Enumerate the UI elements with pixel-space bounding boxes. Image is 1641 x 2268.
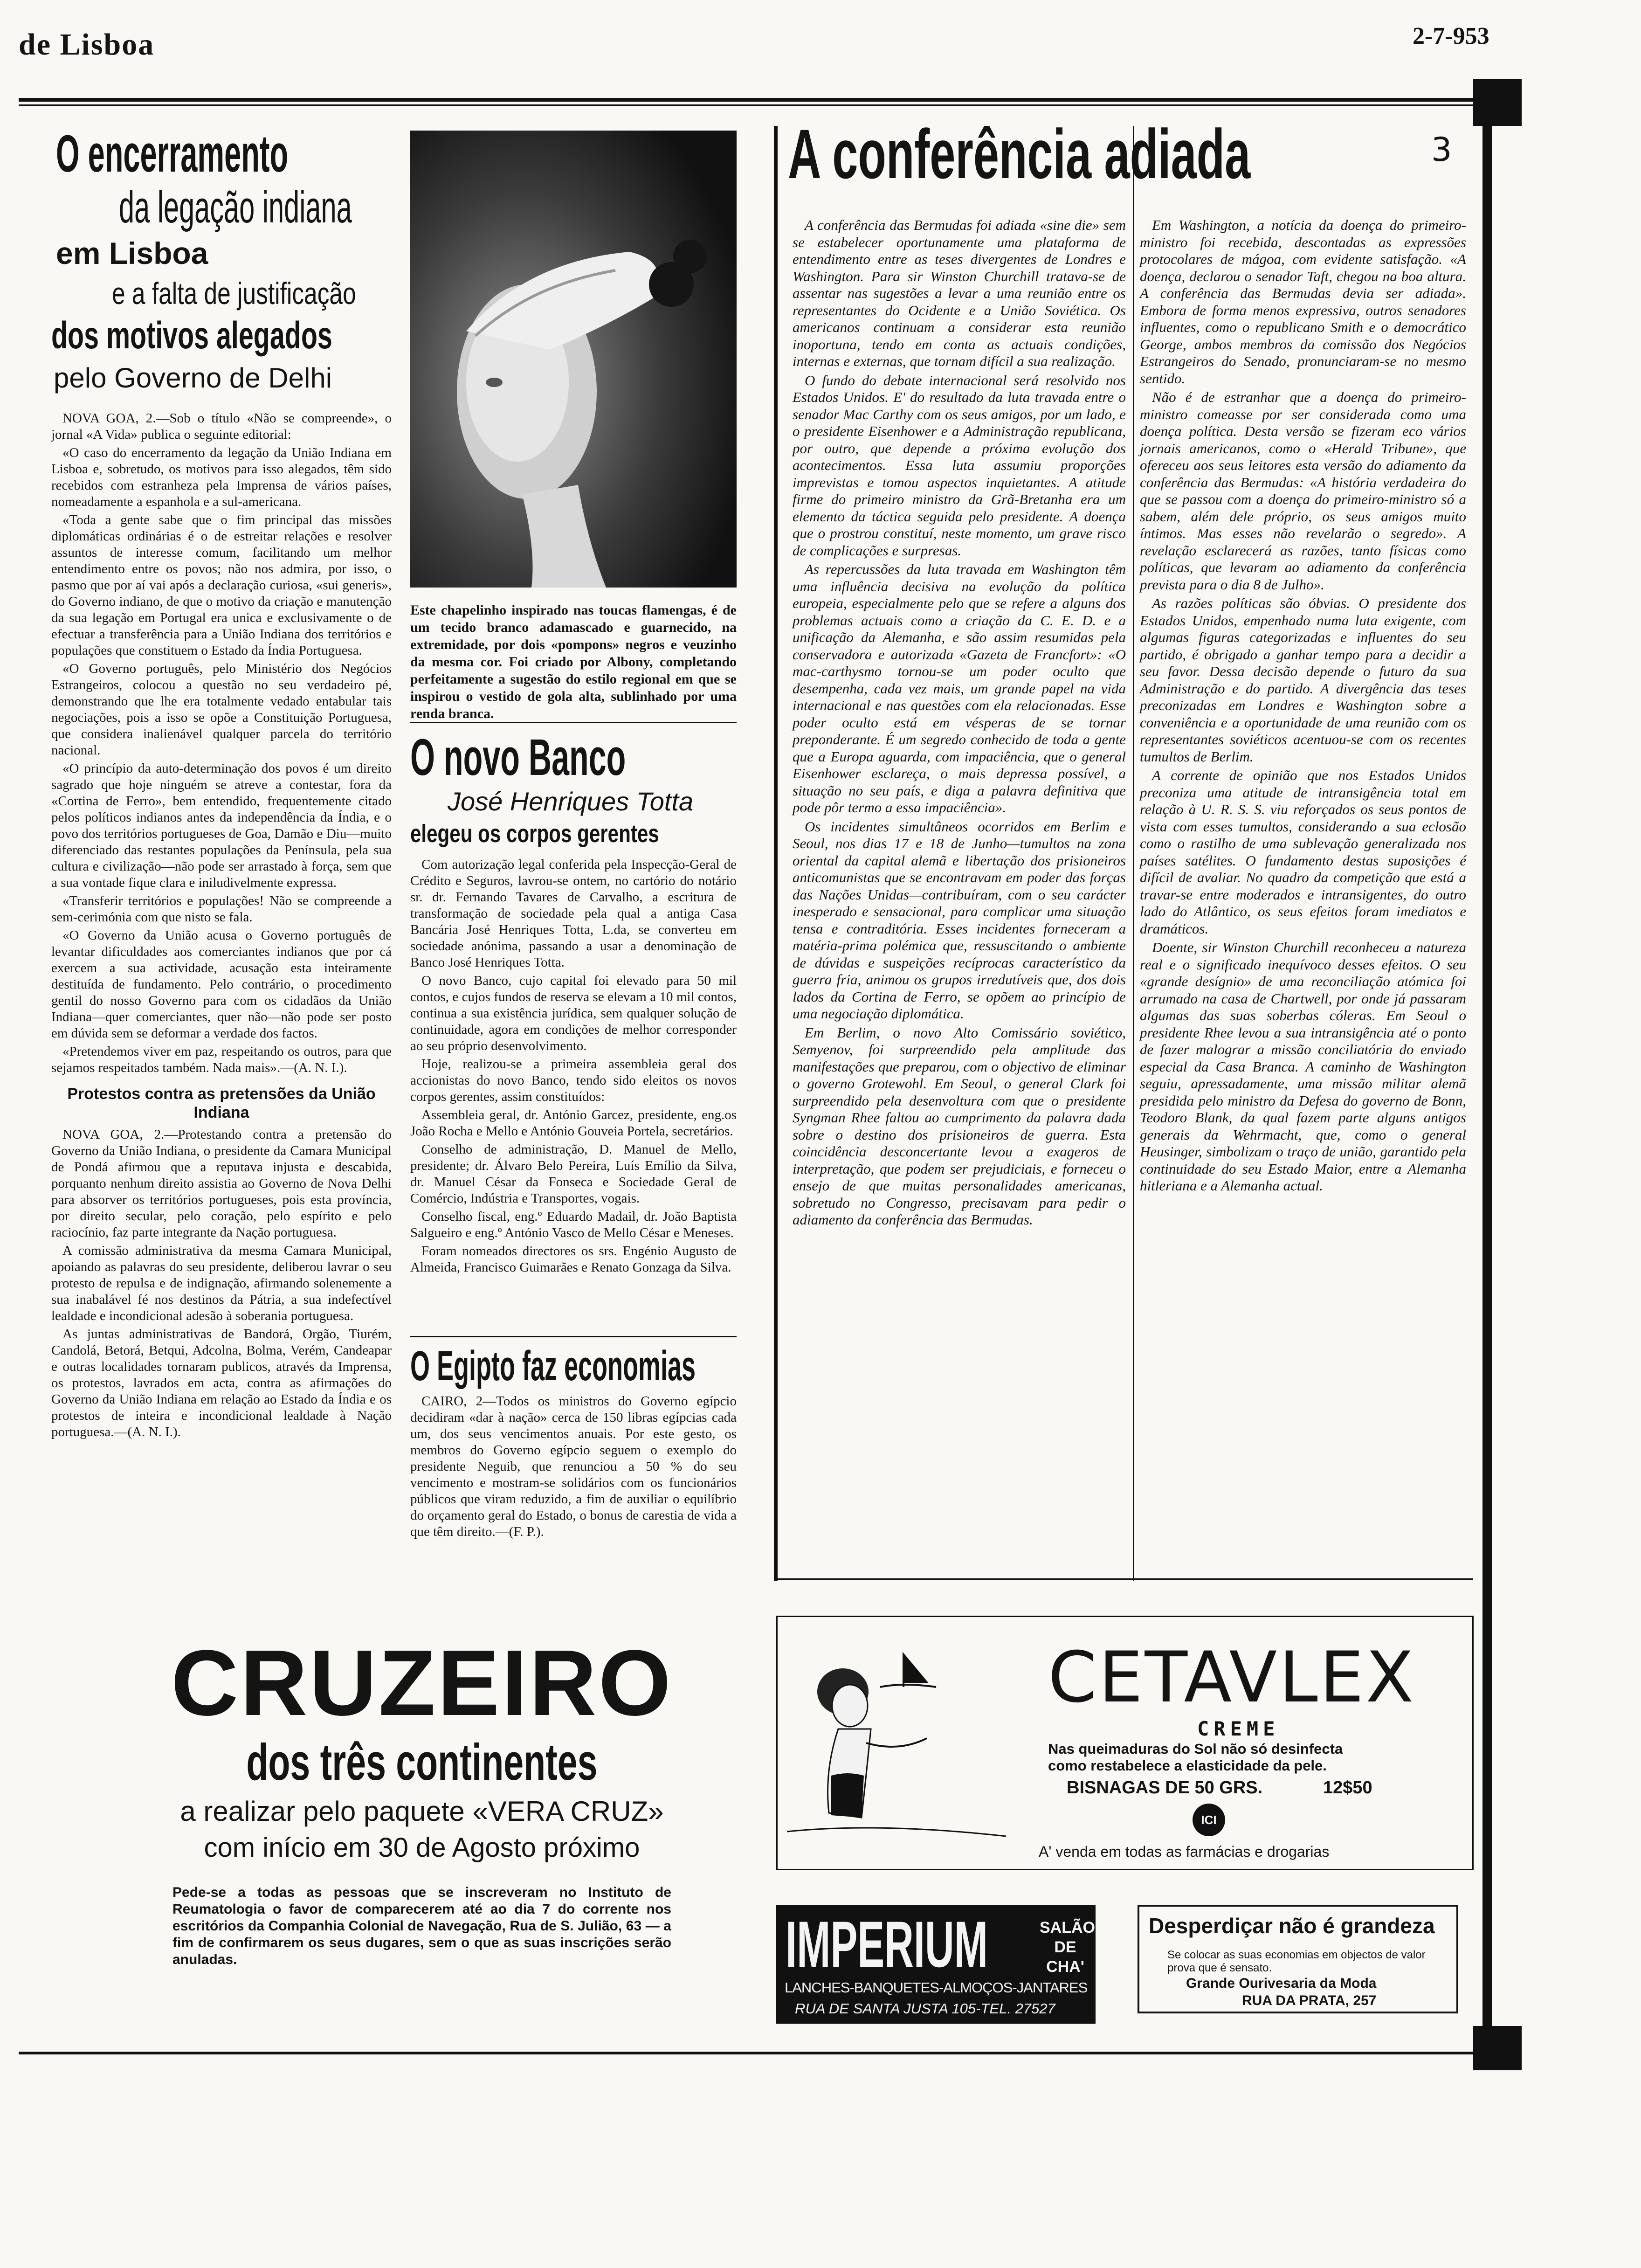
paragraph: A conferência das Bermudas foi adiada «sine die» sem se estabelecer oportunamente uma plataforma de entendimento entre as teses divergentes de Londres e Washington. Para sir Winston Churchill tratava-se de assentar nas sugestões a levar a uma reunião entre os representantes do Ocidente e a União Soviética. Os americanos continuam a considerar esta reunião inoportuna, tendo em conta as actuais condições, internas e externas, que tornam difícil a sua realização. (793, 217, 1126, 369)
desperdicar-address: RUA DA PRATA, 257 (1242, 1993, 1377, 2008)
paragraph: NOVA GOA, 2.—Sob o título «Não se compreende», o jornal «A Vida» publica o seguinte editorial: (51, 411, 392, 442)
imperium-line-1: LANCHES-BANQUETES-ALMOÇOS-JANTARES (785, 1979, 1088, 1996)
paragraph: O novo Banco, cujo capital foi elevado para 50 mil contos, e cujos fundos de reserva se elevam a 10 mil contos, continua a sua existência jurídica, sem qualquer solução de continuidade, agora em condições de melhor corresponder ao seu próprio desenvolvimento. (410, 973, 737, 1053)
paragraph: Em Berlim, o novo Alto Comissário soviético, Semyenov, foi surpreendido pela amplitude das manifestações que preparou, com o objectivo de eliminar o governo Grotewohl. Em Seoul, o general Clark foi surpreendido pela desenvoltura com que o presidente Syngman Rhee faltou ao cumprimento da palavra dada sobre o destino dos prisioneiros de guerra. Esta coincidência desconcertante levou a exageros de interpretação, que podem ser prejudiciais, e forneceu o ensejo de que muitas personalidades americanas, sobretudo no Congresso, precisavam para pedir o adiamento da conferência das Bermudas. (793, 1024, 1126, 1228)
cetavlex-price: 12$50 (1323, 1778, 1372, 1798)
col-left-body (51, 410, 392, 1442)
paragraph: NOVA GOA, 2.—Protestando contra a pretensão do Governo da União Indiana, o presidente da Camara Municipal de Pondá afirmou que a reputava injusta e descabida, porquanto nenhum direito assistia ao Governo de Nova Delhi para absorver os territórios portugueses, pois esta província, por direito secular, pelo coração, pelo espírito e pelo raciocínio, faz parte integrante da Nação portuguesa. (51, 1127, 392, 1240)
masthead (19, 27, 154, 62)
conferencia-col-1 (793, 217, 1126, 1231)
cruzeiro-title: CRUZEIRO (171, 1631, 673, 1735)
paragraph: «O princípio da auto-determinação dos povos é um direito sagrado que hoje ninguém se atreve a contestar, fora da «Cortina de Ferro», bem entendido, frequentemente citado pelos políticos indianos antes da independência da Índia, e o povo dos territórios portugueses de Goa, Damão e Diu—muito diferenciado das restantes populações da Península, pela sua cultura e civilização—não pode ser arrastado à força, sem que a sua vontade fique clara e iniludivelmente expressa. (51, 761, 392, 890)
paper-name: de Lisboa (19, 28, 155, 62)
conferencia-headline (788, 117, 1459, 191)
conferencia-box-left (774, 126, 778, 1581)
beach-woman-illustration (787, 1636, 1006, 1864)
paragraph: Com autorização legal conferida pela Inspecção-Geral de Crédito e Seguros, lavrou-se ontem, no cartório do notário sr. dr. Fernando Tavares de Carvalho, a escritura de transformação de sociedade pela qual a antiga Casa Bancária José Henriques Totta, L.da, se converteu em sociedade anónima, passando a usar a denominação de Banco José Henriques Totta. (410, 857, 737, 970)
bottom-rule (19, 2052, 1501, 2054)
headline-line-5: dos motivos alegados (51, 314, 332, 357)
headline-line-4: e a falta de justificação (112, 276, 356, 311)
cetavlex-bisnagas: BISNAGAS DE 50 GRS. (1067, 1778, 1263, 1798)
paragraph: «O Governo português, pelo Ministério dos Negócios Estrangeiros, colocou a questão no seu verdadeiro pé, demonstrando que lhe era totalmente vedado entabular tais negociações, pois a isso se opõe a Constituição Portuguesa, que considera inalienável qualquer parcela do território nacional. (51, 661, 392, 758)
desperdicar-title: Desperdiçar não é grandeza (1149, 1914, 1435, 1938)
banco-title: O novo Banco (410, 729, 626, 786)
cetavlex-text: Nas queimaduras do Sol não só desinfecta como restabelece a elasticidade da pele. (1048, 1741, 1343, 1774)
cetavlex-brand: CETAVLEX (1048, 1637, 1416, 1718)
banco-subtitle-2: elegeu os corpos gerentes (410, 820, 659, 848)
paragraph: Em Washington, a notícia da doença do primeiro-ministro foi recebida, descontadas as expressões protocolares de mágoa, com evidente satisfação. «A doença, declarou o senador Taft, chegou na boa altura. A conferência das Bermudas devia ser adiada». Embora de forma menos expressiva, outros senadores influentes, como o republicano Smith e o democrático George, ambos membros da comissão dos Negócios Estrangeiros do Senado, pronunciaram-se no mesmo sentido. (1140, 217, 1466, 387)
egipto-rule (410, 1336, 737, 1337)
paragraph: CAIRO, 2—Todos os ministros do Governo egípcio decidiram «dar à nação» cerca de 150 libras egípcias cada um, dos seus vencimentos anuais. Por este gesto, os membros do Governo egípcio seguem o exemplo do presidente Neguib, que renunciou a 50 % do seu vencimento e mostram-se solidários com os funcionários públicos que viram reduzido, a fim de auxiliar o equilíbrio do orçamento geral do Estado, o bonus de carestia de vida a que têm direito.—(F. P.). (410, 1394, 737, 1539)
right-edge-block-top (1473, 79, 1522, 126)
ici-logo: ICI (1193, 1804, 1225, 1836)
banco-article (410, 730, 737, 1278)
top-rule (19, 98, 1501, 102)
imperium-brand: IMPERIUM (786, 1908, 988, 1981)
paragraph: Os incidentes simultâneos ocorridos em Berlim e Seoul, nos dias 17 e 18 de Junho—tumultos na zona oriental da capital alemã e libertação dos prisioneiros anticomunistas que se encontravam em poder das forças das Nações Unidas—contribuíram, com o seu carácter inesperado e sensacional, para complicar uma situação tensa e contraditória. Esses incidentes forneceram a matéria-prima polémica que, ressuscitando o ambiente de dúvidas e suspeições recíprocas característico da guerra fria, animou os grupos irredutíveis que, dos dois lados da Cortina de Ferro, se opõem ao princípio de uma negociação diplomática. (793, 818, 1126, 1022)
cruzeiro-notice: Pede-se a todas as pessoas que se inscreveram no Instituto de Reumatologia o favor de comparecerem até ao dia 7 do corrente nos escritórios da Companhia Colonial de Navegação, Rua de S. Julião, 63 — a fim de confirmarem os seus dugares, sem o que as suas inscrições serão anuladas. (172, 1885, 671, 1967)
cruzeiro-sub: dos três continentes (246, 1734, 598, 1791)
egipto-article (410, 1343, 737, 1542)
imperium-ad (776, 1905, 1096, 2024)
top-rule-thin (19, 104, 1501, 106)
egipto-title: O Egipto faz economias (410, 1343, 696, 1390)
right-edge-line (1482, 126, 1492, 2070)
headline-line-3: em Lisboa (56, 236, 208, 270)
paragraph: Conselho de administração, D. Manuel de Mello, presidente; dr. Álvaro Belo Pereira, Luís Emílio da Silva, dr. Manuel César da Fonseca e Sociedade Geral de Comércio, Indústria e Transportes, vogais. (410, 1142, 737, 1206)
paragraph: «Transferir territórios e populações! Não se compreende a sem-cerimónia com que nisto se fala. (51, 893, 392, 925)
headline-line-1: O encerramento (56, 124, 289, 183)
paragraph: Hoje, realizou-se a primeira assembleia geral dos accionistas do novo Banco, tendo sido eleitos os novos corpos gerentes, assim constituídos: (410, 1057, 737, 1104)
paragraph: O fundo do debate internacional será resolvido nos Estados Unidos. E' do resultado da luta travada entre o senador Mac Carthy com os seus amigos, por um lado, e o presidente Eisenhower e a Administração republicana, por outro, que depende a próxima evolução dos acontecimentos. Essa luta assumiu proporções imprevistas e tomou aspectos inquietantes. A atitude firme do primeiro ministro da Grã-Bretanha era um elemento da táctica seguida pelo presidente. A doença que o prostrou constituí, neste momento, um grave risco de complicações e surpresas. (793, 372, 1126, 559)
paragraph: Não é de estranhar que a doença do primeiro-ministro comeasse por ser considerada como uma doença política. Desta versão se fizeram eco vários jornais americanos, como o «Herald Tribune», que ofereceu aos seus leitores esta versão do adiamento da conferência das Bermudas: «A história verdadeira do que se passou com a doença do primeiro-ministro só a sabem, além dele próprio, os seus amigos muito íntimos. Mas esses não revelarão o segredo». A revelação esclarecerá as razões, tanto físicas como políticas, que levaram ao adiamento da conferência prevista para o dia 8 de Julho». (1140, 389, 1466, 593)
paragraph: As juntas administrativas de Bandorá, Orgão, Tiurém, Candolá, Betorá, Betqui, Adcolna, Bolma, Verém, Candeapar e outras localidades tornaram publicos, através da Imprensa, os protestos, lavrados em acta, contra as afirmações do Governo da União Indiana em relação ao Estado da Índia e os protestos de inteira e incondicional lealdade à Nação portuguesa.—(A. N. I.). (51, 1327, 392, 1439)
desperdicar-text: Se colocar as suas economias em objectos de valor prova que é sensato. (1167, 1949, 1426, 1974)
paragraph: Conselho fiscal, eng.º Eduardo Madail, dr. João Baptista Salgueiro e eng.º António Vasco de Mello César e Meneses. (410, 1209, 737, 1240)
conferencia-title: A conferência adiada (788, 115, 1251, 193)
cruzeiro-line-2: com início em 30 de Agosto próximo (204, 1832, 640, 1863)
conferencia-col-2 (1140, 217, 1466, 1196)
paragraph: As repercussões da luta travada em Washington têm uma influência decisiva na evolução da política europeia, especialmente pelo que se refere a alguns dos problemas actuais como a criação da C. E. D. e a unificação da Alemanha, e são assim resumidas pela conservadora e autorizada «Gazeta de Francfort»: «O mac-carthysmo tornou-se um poder oculto que desempenha, cada vez mais, um grande papel na vida internacional e nas questões com ela relacionadas. Esse poder oculto está em vésperas de se tornar preponderante. É um segredo conhecido de toda a gente que a Europa aguarda, com impaciência, que o general Eisenhower esclareça, o mais depressa possível, a situação no seu país, e diga a palavra definitiva que pode pôr termo a essa impaciência». (793, 561, 1126, 816)
cetavlex-sub: CREME (1197, 1717, 1280, 1740)
desperdicar-ad (1138, 1905, 1458, 2013)
paragraph: A comissão administrativa da mesma Camara Municipal, apoiando as palavras do seu presidente, deliberou lavrar o seu protesto de repulsa e de indignação, afirmando solenemente a sua inabalável fé nos destinos da Pátria, a sua indefectível lealdade e incondicional adesão à soberania portuguesa. (51, 1243, 392, 1323)
cruzeiro-line-1: a realizar pelo paquete «VERA CRUZ» (180, 1796, 664, 1827)
col-left-headline (19, 126, 387, 398)
paragraph: Assembleia geral, dr. António Garcez, presidente, eng.os João Rocha e Mello e António Gouveia Portela, secretários. (410, 1107, 737, 1139)
hat-photo-image (410, 131, 737, 588)
handwritten-mark: 3 (1431, 131, 1452, 169)
paragraph: As razões políticas são óbvias. O presidente dos Estados Unidos, empenhado numa luta exigente, com algumas figuras categorizadas e influentes do seu partido, é obrigado a ganhar tempo para a decidir a seu favor. Dessa decisão depende o futuro da sua Administração e do partido. A divergência das teses preconizadas em Londres e Washington sobre a conveniência e a oportunidade de uma reunião com os representantes soviéticos acentuou-se com os recentes tumultos de Berlim. (1140, 595, 1466, 765)
imperium-tag: SALÃO DE CHA' (1040, 1919, 1095, 1976)
paragraph: «O Governo da União acusa o Governo português de levantar dificuldades aos comerciantes indianos que por cá exercem a sua actividade, acusação esta inteiramente destituída de fundamento. Pelo contrário, o procedimento gentil do nosso Governo para com os cidadãos da União Indiana—quer comerciantes, quer não—não pode ser posto em dúvida sem se deformar a verdade dos factos. (51, 928, 392, 1041)
subhead: Protestos contra as pretensões da União Indiana (67, 1085, 376, 1121)
paragraph: «Toda a gente sabe que o fim principal das missões diplomáticas ordinárias é o de estreitar relações e resolver assuntos de interesse comum, facilitando um melhor entendimento entre os povos; não nos admira, por isso, o pasmo que por aí vai após a declaração curiosa, «sui generis», do Governo indiano, de que o motivo da criação e manutenção da sua legação em Portugal era unica e exclusivamente o de efectuar a transferência para a União Indiana dos territórios e populações que constituem o Estado da Índia Portuguesa. (51, 512, 392, 658)
cetavlex-sale: A' venda em todas as farmácias e drogarias (1039, 1843, 1330, 1860)
paragraph: «Pretendemos viver em paz, respeitando os outros, para que sejamos respeitados também. Nada mais».—(A. N. I.). (51, 1044, 392, 1075)
paragraph: Foram nomeados directores os srs. Engénio Augusto de Almeida, Francisco Guimarães e Renato Gonzaga da Silva. (410, 1244, 737, 1275)
paragraph: A corrente de opinião que nos Estados Unidos preconiza uma atitude de intransigência total em relação à U. R. S. S. viu reforçados os seus pontos de vista com esses tumultos, considerando a sua eclosão como o rastilho de uma sublevação generalizada nos países satélites. O fundamento destas suposições é difícil de avaliar. No quadro da competição que está a travar-se entre moderados e intransigentes, do outro lado do Atlântico, os seus efeitos foram imediatos e dramáticos. (1140, 767, 1466, 937)
paragraph: «O caso do encerramento da legação da União Indiana em Lisboa e, sobretudo, os motivos para isso alegados, têm sido recebidos com estranheza pela Imprensa de vários países, nomeadamente a espanhola e a sul-americana. (51, 445, 392, 509)
photo-caption: Este chapelinho inspirado nas toucas flamengas, é de um tecido branco adamascado e guarnecido, na extremidade, por dois «pompons» negros e veuzinho da mesma cor. Foi criado por Albony, completando perfeitamente a sugestão do estilo regional em que se inspirou o vestido de gola alta, sublinhado por uma renda branca. (410, 602, 737, 721)
issue-date: 2-7-953 (1413, 23, 1489, 49)
conferencia-box-bottom (774, 1578, 1473, 1580)
desperdicar-shop: Grande Ourivesaria da Moda (1186, 1976, 1377, 1991)
caption-rule (410, 722, 737, 723)
paragraph: Doente, sir Winston Churchill reconheceu a natureza real e o significado inequívoco desses efeitos. O seu «grande desígnio» de uma reconciliação atómica foi arrumado na casa de Chartwell, por onde já passaram algumas das suas soberbas cóleras. Em Seoul o presidente Rhee levou a sua intransigência até o ponto de fazer malograr a missão conciliatória do enviado especial da Casa Branca. A caminho de Washington seguiu, apressadamente, uma missão militar alemã presidida pelo ministro da Defesa do governo de Bonn, Teodoro Blank, da qual fazem parte alguns antigos generais da Wehrmacht, que, como o general Heusinger, simbolizam o traço de união, garantido pela continuidade do seu Estado Maior, entre a Alemanha hitleriana e a Alemanha actual. (1140, 939, 1466, 1194)
cruzeiro-ad (89, 1632, 755, 1991)
banco-subtitle: José Henriques Totta (448, 787, 694, 816)
imperium-line-2: RUA DE SANTA JUSTA 105-TEL. 27527 (795, 2000, 1055, 2017)
conferencia-box-right (1133, 126, 1134, 1581)
fashion-photo (410, 131, 737, 588)
headline-line-2: da legação indiana (119, 182, 352, 232)
cetavlex-ad (776, 1616, 1474, 1870)
right-edge-block-bottom (1473, 2026, 1522, 2070)
headline-line-6: pelo Governo de Delhi (54, 362, 332, 394)
